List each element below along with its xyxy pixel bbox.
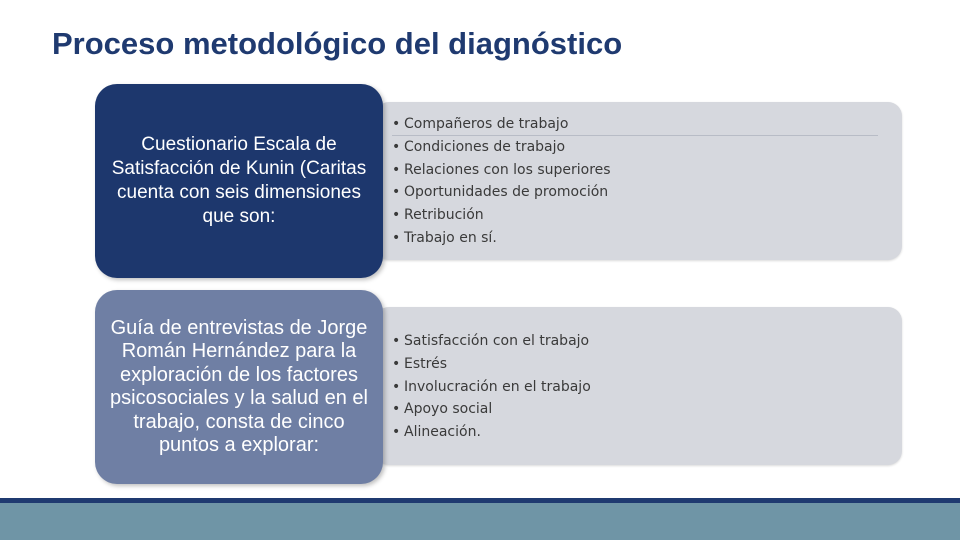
list-item: • Apoyo social [392, 398, 591, 421]
bullet-icon: • [392, 355, 401, 372]
list-item: • Compañeros de trabajo [392, 113, 611, 136]
kunin-dimensions-list [392, 113, 611, 250]
list-item: • Involucración en el trabajo [392, 376, 591, 399]
bullet-icon: • [392, 116, 401, 132]
interview-points-list [392, 330, 591, 444]
bullet-icon: • [392, 333, 401, 349]
list-item: • Estrés [392, 353, 591, 376]
bullet-icon: • [392, 229, 401, 246]
interview-guide-text: Guía de entrevistas de Jorge Román Hernández para la exploración de los factores psicosociales y la salud en el trabajo, consta de cinco puntos a explorar: [110, 316, 368, 456]
bullet-icon: • [392, 138, 401, 155]
list-item: • Alineación. [392, 421, 591, 444]
footer-bar [0, 503, 960, 540]
interview-guide-box [95, 290, 383, 484]
bullet-icon: • [392, 184, 401, 201]
bullet-icon: • [392, 207, 401, 224]
list-item: • Oportunidades de promoción [392, 181, 611, 204]
list-item: • Satisfacción con el trabajo [392, 330, 591, 353]
list-item: • Relaciones con los superiores [392, 159, 611, 182]
list-item: • Condiciones de trabajo [392, 136, 611, 159]
bullet-icon: • [392, 401, 401, 418]
bullet-icon: • [392, 424, 401, 441]
kunin-questionnaire-text: Cuestionario Escala de Satisfacción de Kunin (Caritas cuenta con seis dimensiones que son: [111, 134, 367, 227]
list-item: • Trabajo en sí. [392, 227, 611, 250]
kunin-questionnaire-box [95, 84, 383, 278]
bullet-icon: • [392, 378, 401, 395]
bullet-icon: • [392, 161, 401, 178]
list-item: • Retribución [392, 204, 611, 227]
slide-title: Proceso metodológico del diagnóstico [52, 26, 623, 61]
